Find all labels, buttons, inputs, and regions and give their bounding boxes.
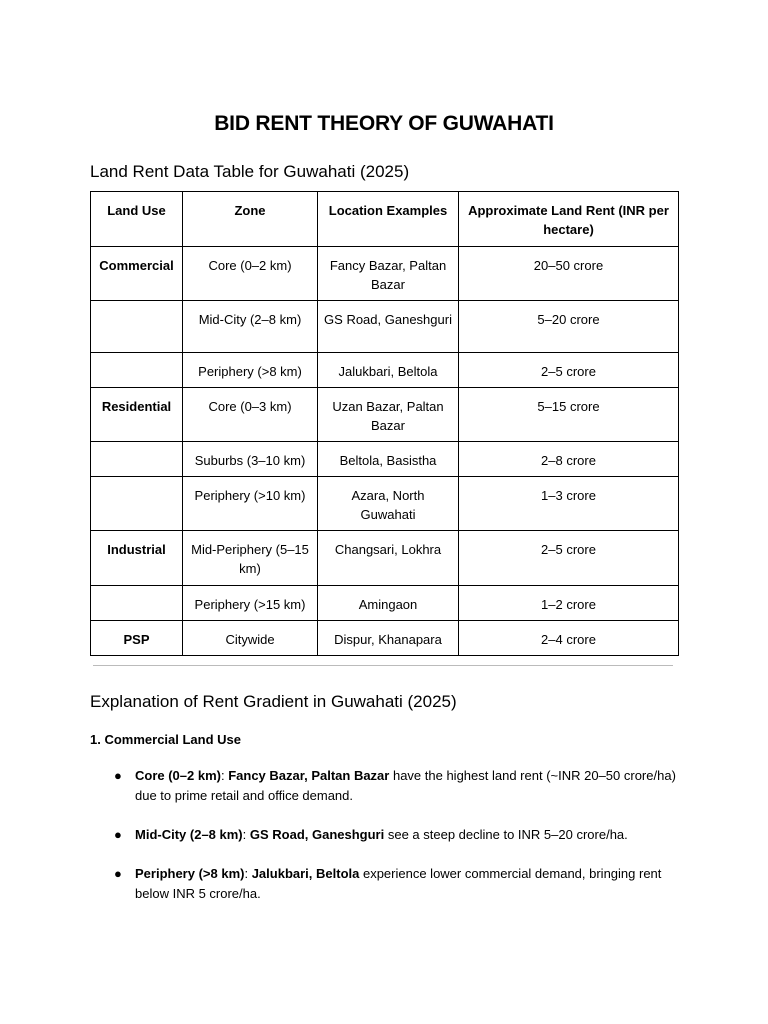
bullet-zone: Mid-City (2–8 km) bbox=[135, 827, 243, 842]
list-item bbox=[90, 864, 680, 904]
cell-land-use: Commercial bbox=[91, 247, 183, 301]
table-heading: Land Rent Data Table for Guwahati (2025) bbox=[90, 162, 410, 181]
cell-zone: Periphery (>8 km) bbox=[183, 353, 318, 388]
table-row bbox=[91, 301, 679, 353]
cell-land-use bbox=[91, 353, 183, 388]
commercial-bullet-list bbox=[90, 766, 680, 923]
bullet-separator: : bbox=[242, 827, 250, 842]
cell-zone: Mid-City (2–8 km) bbox=[183, 301, 318, 353]
cell-rent: 20–50 crore bbox=[459, 247, 679, 301]
cell-rent: 2–8 crore bbox=[459, 442, 679, 477]
bullet-places: GS Road, Ganeshguri bbox=[249, 827, 385, 842]
cell-land-use: Residential bbox=[91, 388, 183, 442]
bullet-icon: ● bbox=[114, 768, 122, 783]
bullet-text: have the highest land rent (~INR 20–50 crore/ha) due to prime retail and office demand. bbox=[135, 768, 676, 803]
cell-land-use bbox=[91, 477, 183, 531]
column-header-zone: Zone bbox=[183, 192, 318, 247]
cell-locations: Azara, North Guwahati bbox=[318, 477, 459, 531]
column-header-location-examples: Location Examples bbox=[318, 192, 459, 247]
table-row bbox=[91, 247, 679, 301]
cell-locations: Amingaon bbox=[318, 586, 459, 621]
cell-rent: 5–15 crore bbox=[459, 388, 679, 442]
bullet-places: Fancy Bazar, Paltan Bazar bbox=[228, 768, 390, 783]
bullet-icon: ● bbox=[114, 866, 122, 881]
bullet-separator: : bbox=[220, 768, 229, 783]
column-header-land-rent: Approximate Land Rent (INR per hectare) bbox=[459, 192, 679, 247]
cell-land-use bbox=[91, 586, 183, 621]
cell-locations: Changsari, Lokhra bbox=[318, 531, 459, 586]
bullet-icon: ● bbox=[114, 827, 122, 842]
commercial-land-use-heading: 1. Commercial Land Use bbox=[90, 732, 241, 747]
cell-locations: Beltola, Basistha bbox=[318, 442, 459, 477]
bullet-places: Jalukbari, Beltola bbox=[251, 866, 360, 881]
horizontal-divider bbox=[93, 665, 673, 666]
cell-zone: Core (0–3 km) bbox=[183, 388, 318, 442]
list-item bbox=[90, 825, 680, 845]
cell-locations: Dispur, Khanapara bbox=[318, 621, 459, 656]
bullet-text: experience lower commercial demand, bringing rent below INR 5 crore/ha. bbox=[135, 866, 662, 901]
cell-land-use bbox=[91, 442, 183, 477]
bullet-text: see a steep decline to INR 5–20 crore/ha. bbox=[384, 827, 628, 842]
cell-locations: Fancy Bazar, Paltan Bazar bbox=[318, 247, 459, 301]
bullet-zone: Periphery (>8 km) bbox=[135, 866, 245, 881]
cell-rent: 2–5 crore bbox=[459, 353, 679, 388]
cell-rent: 1–2 crore bbox=[459, 586, 679, 621]
cell-zone: Suburbs (3–10 km) bbox=[183, 442, 318, 477]
cell-zone: Citywide bbox=[183, 621, 318, 656]
table-row bbox=[91, 442, 679, 477]
bullet-zone: Core (0–2 km) bbox=[135, 768, 221, 783]
table-row bbox=[91, 477, 679, 531]
cell-locations: Jalukbari, Beltola bbox=[318, 353, 459, 388]
table-row bbox=[91, 531, 679, 586]
cell-rent: 2–4 crore bbox=[459, 621, 679, 656]
cell-land-use: PSP bbox=[91, 621, 183, 656]
cell-zone: Mid-Periphery (5–15 km) bbox=[183, 531, 318, 586]
table-row bbox=[91, 621, 679, 656]
cell-rent: 1–3 crore bbox=[459, 477, 679, 531]
cell-zone: Periphery (>10 km) bbox=[183, 477, 318, 531]
cell-locations: GS Road, Ganeshguri bbox=[318, 301, 459, 353]
list-item bbox=[90, 766, 680, 806]
cell-zone: Periphery (>15 km) bbox=[183, 586, 318, 621]
cell-rent: 2–5 crore bbox=[459, 531, 679, 586]
column-header-land-use: Land Use bbox=[91, 192, 183, 247]
table-header-row bbox=[91, 192, 679, 247]
table-row bbox=[91, 586, 679, 621]
table-row bbox=[91, 353, 679, 388]
cell-land-use: Industrial bbox=[91, 531, 183, 586]
cell-locations: Uzan Bazar, Paltan Bazar bbox=[318, 388, 459, 442]
land-rent-table bbox=[90, 191, 679, 656]
cell-rent: 5–20 crore bbox=[459, 301, 679, 353]
bullet-separator: : bbox=[244, 866, 252, 881]
explanation-heading: Explanation of Rent Gradient in Guwahati (2025) bbox=[90, 692, 457, 711]
cell-land-use bbox=[91, 301, 183, 353]
table-row bbox=[91, 388, 679, 442]
cell-zone: Core (0–2 km) bbox=[183, 247, 318, 301]
page-title: BID RENT THEORY OF GUWAHATI bbox=[214, 112, 554, 135]
